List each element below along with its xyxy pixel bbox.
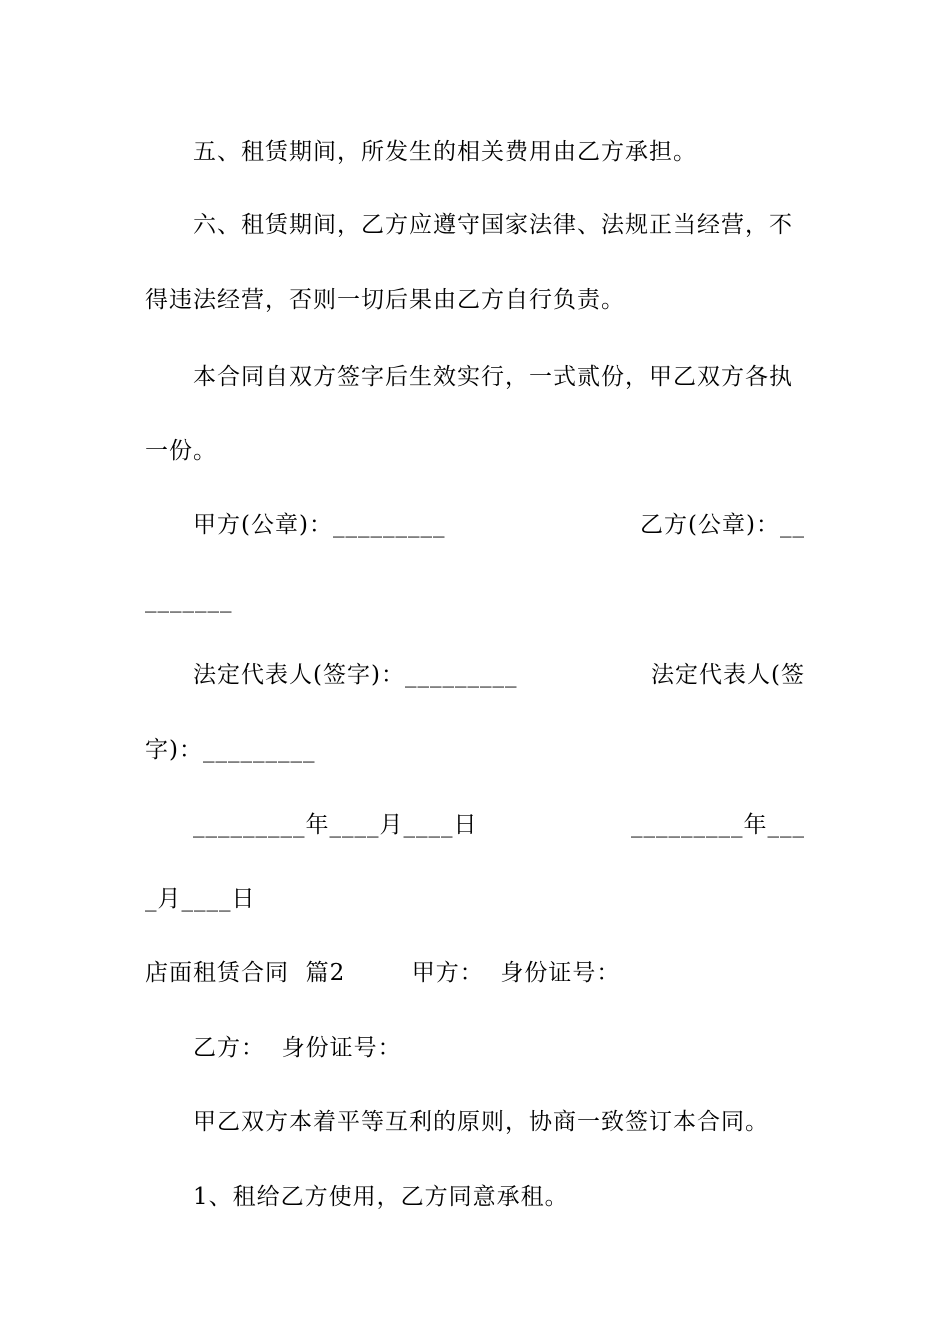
party-b-date: _________年___: [631, 812, 805, 838]
party-b-representative-cont: 字)：_________: [145, 737, 316, 763]
party-b-representative: 法定代表人(签: [651, 662, 805, 688]
clause-1: 1、租给乙方使用，乙方同意承租。: [193, 1184, 569, 1210]
party-b-seal: 乙方(公章)：__: [640, 512, 805, 538]
party-b-id: 乙方： 身份证号：: [193, 1035, 402, 1061]
party-a-date: _________年____月____日: [193, 812, 478, 838]
effect-clause-line-2: 一份。: [145, 438, 217, 464]
party-a-seal: 甲方(公章)：_________: [193, 512, 446, 538]
effect-clause-line-1: 本合同自双方签字后生效实行，一式贰份，甲乙双方各执: [193, 364, 793, 390]
party-b-date-cont: _月____日: [145, 886, 256, 912]
clause-6-line-1: 六、租赁期间，乙方应遵守国家法律、法规正当经营，不: [193, 212, 793, 238]
party-b-seal-cont: _______: [145, 587, 233, 613]
clause-5: 五、租赁期间，所发生的相关费用由乙方承担。: [193, 139, 697, 165]
contract-2-heading: 店面租赁合同 篇2 甲方： 身份证号：: [145, 960, 621, 986]
party-a-representative: 法定代表人(签字)：_________: [193, 662, 518, 688]
clause-6-line-2: 得违法经营，否则一切后果由乙方自行负责。: [145, 287, 625, 313]
principle-clause: 甲乙双方本着平等互利的原则，协商一致签订本合同。: [193, 1109, 769, 1135]
